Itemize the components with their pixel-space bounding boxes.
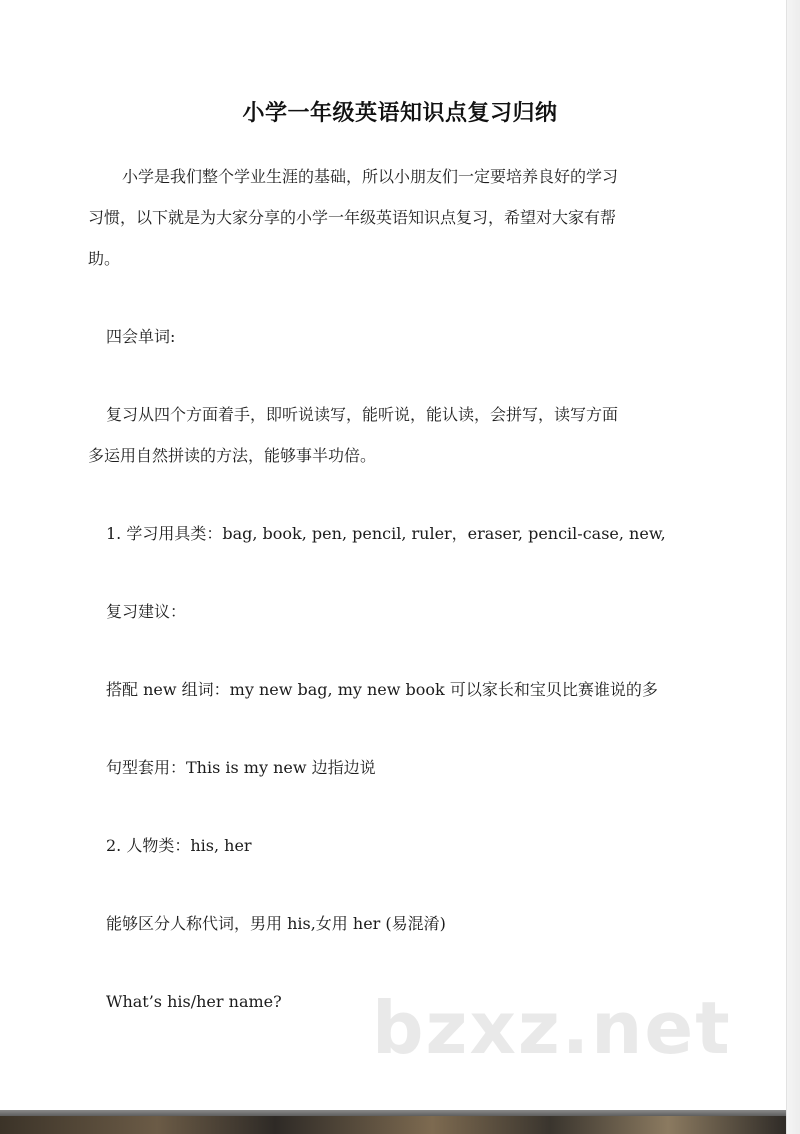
item-school-supplies: 1. 学习用具类：bag, book, pen, pencil, ruler，eraser, pencil-case, new, xyxy=(106,524,666,543)
intro-line-1: 小学是我们整个学业生涯的基础，所以小朋友们一定要培养良好的学习 xyxy=(122,167,619,186)
collocation-line: 搭配 new 组词：my new bag, my new book 可以家长和宝贝比赛谁说的多 xyxy=(106,680,658,699)
intro-line-2: 习惯，以下就是为大家分享的小学一年级英语知识点复习，希望对大家有帮 xyxy=(88,208,617,227)
watermark: bzxz.net xyxy=(372,986,732,1070)
item-people: 2. 人物类：his, her xyxy=(106,836,252,855)
bottom-background-strip xyxy=(0,1116,786,1134)
page-edge-shadow xyxy=(786,0,800,1134)
intro-line-3: 助。 xyxy=(88,249,121,268)
pronoun-note: 能够区分人称代词，男用 his,女用 her (易混淆) xyxy=(106,914,446,933)
section-heading: 四会单词: xyxy=(106,327,176,346)
pattern-line: 句型套用：This is my new 边指边说 xyxy=(106,758,376,777)
suggestion-heading: 复习建议： xyxy=(106,602,187,621)
review-line-2: 多运用自然拼读的方法，能够事半功倍。 xyxy=(88,446,377,465)
document-title: 小学一年级英语知识点复习归纳 xyxy=(242,101,558,126)
review-line-1: 复习从四个方面着手，即听说读写，能听说，能认读，会拼写，读写方面 xyxy=(106,405,619,424)
question-line: What’s his/her name? xyxy=(106,992,282,1011)
